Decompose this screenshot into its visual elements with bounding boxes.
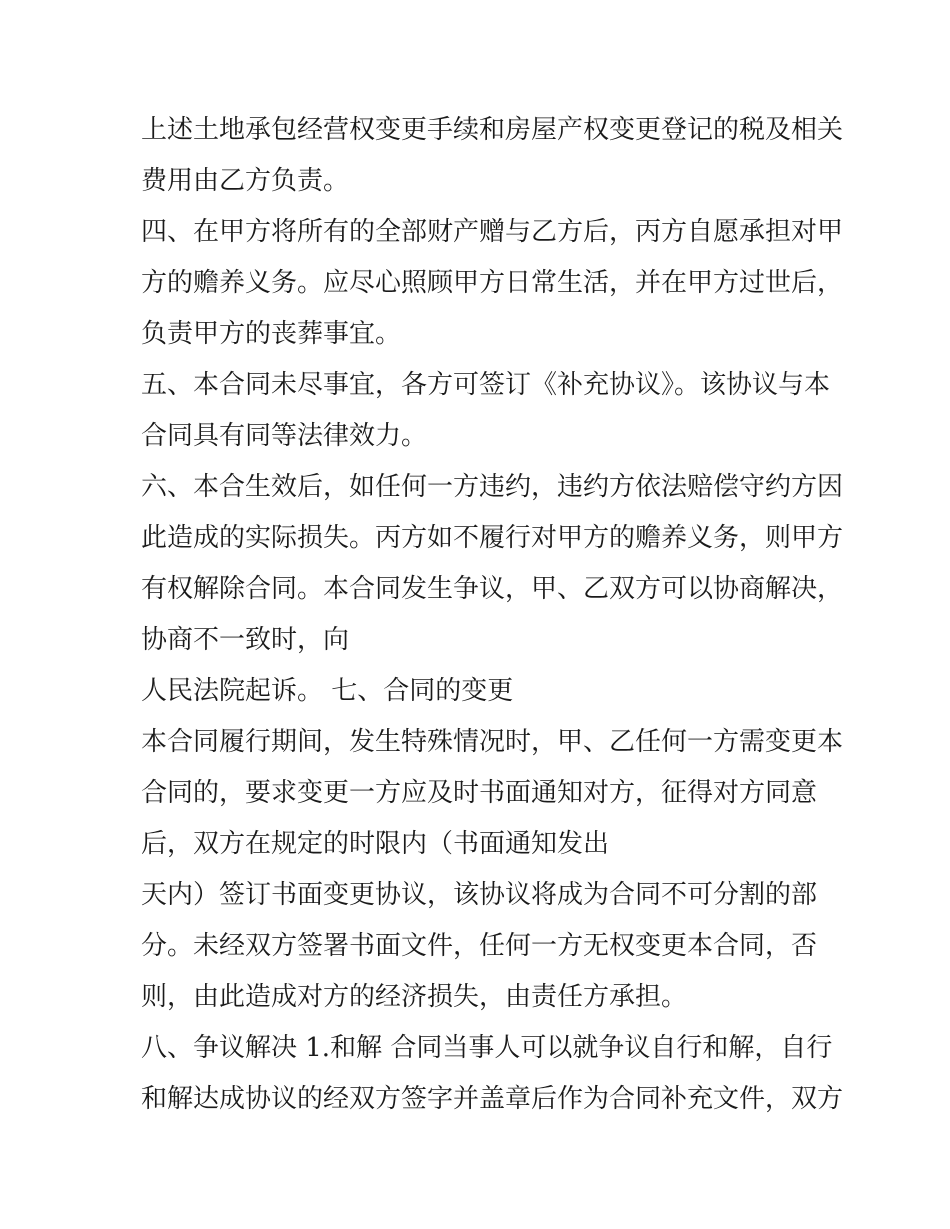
- text-line-2: 费用由乙方负责。: [141, 166, 350, 196]
- text-line-16: 天内）签订书面变更协议，该协议将成为合同不可分割的部: [141, 880, 818, 910]
- text-line-12: 人民法院起诉。 七、合同的变更: [141, 676, 514, 706]
- text-line-18: 则，由此造成对方的经济损失，由责任方承担。: [141, 982, 688, 1012]
- text-line-19: 八、争议解决 1.和解 合同当事人可以就争议自行和解，自行: [141, 1033, 833, 1063]
- text-line-13: 本合同履行期间，发生特殊情况时，甲、乙任何一方需变更本: [141, 727, 844, 757]
- text-line-15: 后，双方在规定的时限内（书面通知发出: [141, 829, 610, 859]
- text-line-1: 上述土地承包经营权变更手续和房屋产权变更登记的税及相关: [141, 115, 844, 145]
- text-line-5: 负责甲方的丧葬事宜。: [141, 319, 402, 349]
- text-line-4: 方的赡养义务。应尽心照顾甲方日常生活，并在甲方过世后，: [141, 268, 844, 298]
- text-line-6: 五、本合同未尽事宜，各方可签订《补充协议》。该协议与本: [141, 370, 831, 400]
- text-line-9: 此造成的实际损失。丙方如不履行对甲方的赡养义务，则甲方: [141, 523, 844, 553]
- text-line-14: 合同的，要求变更一方应及时书面通知对方，征得对方同意: [141, 778, 818, 808]
- text-line-11: 协商不一致时，向: [141, 625, 350, 655]
- text-line-20: 和解达成协议的经双方签字并盖章后作为合同补充文件，双方: [141, 1084, 844, 1114]
- text-line-3: 四、在甲方将所有的全部财产赠与乙方后，丙方自愿承担对甲: [141, 217, 844, 247]
- contract-body-text: [141, 105, 844, 1125]
- text-line-8: 六、本合生效后，如任何一方违约，违约方依法赔偿守约方因: [141, 472, 844, 502]
- text-line-7: 合同具有同等法律效力。: [141, 421, 428, 451]
- text-line-17: 分。未经双方签署书面文件，任何一方无权变更本合同，否: [141, 931, 818, 961]
- text-line-10: 有权解除合同。本合同发生争议，甲、乙双方可以协商解决，: [141, 574, 844, 604]
